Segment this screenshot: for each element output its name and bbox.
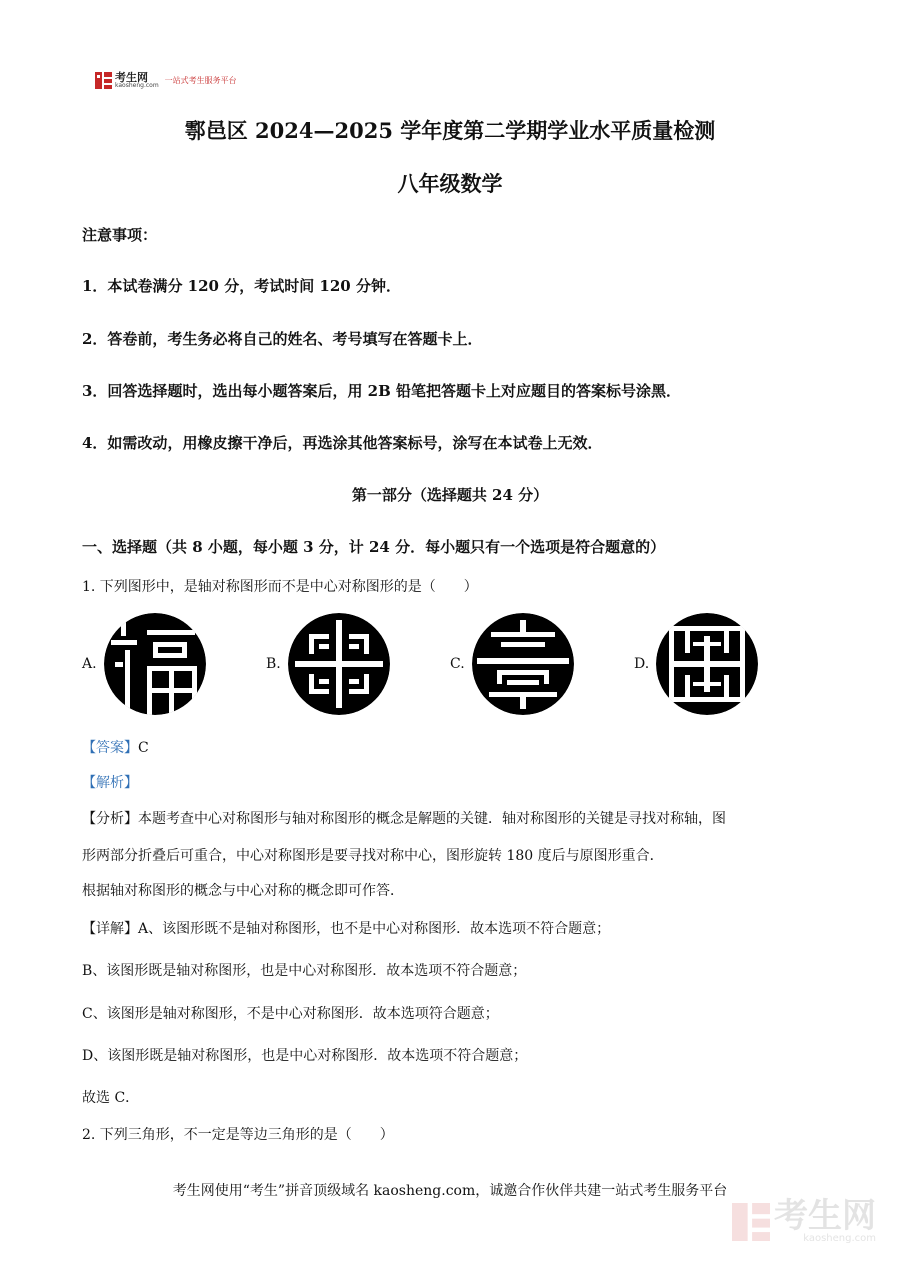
- part1-title: 第一部分（选择题共 24 分）: [351, 486, 549, 504]
- detail-c: C、该图形是轴对称图形，不是中心对称图形．故本选项符合题意；: [82, 1006, 499, 1022]
- detail-paragraph: [82, 918, 610, 938]
- q2-stem: 2. 下列三角形，不一定是等边三角形的是（ ）: [82, 1127, 394, 1143]
- detail-b: B、该图形既是轴对称图形，也是中心对称图形．故本选项不符合题意；: [82, 963, 527, 979]
- fenxi-line-2: 形两部分折叠后可重合，中心对称图形是要寻找对称中心，图形旋转 180 度后与原图形重合．: [82, 848, 664, 864]
- q1-conclusion: 故选 C．: [82, 1090, 140, 1106]
- answer-tag: 【答案】: [82, 740, 138, 756]
- answer-value: C: [138, 740, 149, 756]
- watermark-name: 考生网: [774, 1196, 876, 1236]
- watermark-logo-icon: [732, 1203, 770, 1241]
- analysis-tag: 【解析】: [82, 775, 138, 791]
- q1-option-b[interactable]: [266, 612, 391, 716]
- q1-answer: [82, 737, 149, 757]
- fenxi-line-1: 本题考查中心对称图形与轴对称图形的概念是解题的关键．轴对称图形的关键是寻找对称轴，图: [138, 811, 726, 827]
- fenxi-line-3: 根据轴对称图形的概念与中心对称的概念即可作答．: [82, 883, 404, 899]
- xi-character-emblem-icon: [655, 612, 759, 716]
- q1-option-c[interactable]: [450, 612, 575, 716]
- lu-character-emblem-icon: [287, 612, 391, 716]
- q1-option-a[interactable]: [82, 612, 207, 716]
- exam-title: 鄠邑区 2024—2025 学年度第二学期学业水平质量检测: [184, 118, 716, 143]
- fenxi-paragraph: [82, 808, 822, 828]
- detail-a: A、该图形既不是轴对称图形，也不是中心对称图形．故本选项不符合题意；: [138, 921, 611, 937]
- option-label: C.: [450, 656, 465, 672]
- note-item-4: 4．如需改动，用橡皮擦干净后，再选涂其他答案标号，涂写在本试卷上无效．: [82, 434, 603, 452]
- note-item-1: 1．本试卷满分 120 分，考试时间 120 分钟．: [82, 277, 401, 295]
- logo-slogan: 一站式考生服务平台: [164, 76, 237, 85]
- section-heading: 一、选择题（共 8 小题，每小题 3 分，计 24 分．每小题只有一个选项是符合题意的）: [82, 538, 666, 556]
- site-logo[interactable]: [95, 72, 237, 89]
- note-item-2: 2．答卷前，考生务必将自己的姓名、考号填写在答题卡上．: [82, 330, 483, 348]
- watermark: [732, 1196, 876, 1244]
- logo-domain: kaosheng.com: [115, 82, 159, 89]
- fu-character-emblem-icon: [103, 612, 207, 716]
- kaosheng-logo-icon: [95, 72, 112, 89]
- detail-d: D、该图形既是轴对称图形，也是中心对称图形．故本选项不符合题意；: [82, 1048, 528, 1064]
- option-label: A.: [82, 656, 97, 672]
- q1-stem: 1. 下列图形中，是轴对称图形而不是中心对称图形的是（ ）: [82, 579, 478, 595]
- detail-tag: 【详解】: [82, 921, 138, 937]
- logo-name: 考生网: [115, 71, 148, 84]
- q1-option-d[interactable]: [634, 612, 759, 716]
- fenxi-tag: 【分析】: [82, 811, 138, 827]
- note-item-3: 3．回答选择题时，选出每小题答案后，用 2B 铅笔把答题卡上对应题目的答案标号涂黑．: [82, 382, 682, 400]
- page-footer: 考生网使用“考生”拼音顶级域名 kaosheng.com，诚邀合作伙伴共建一站式考生服务平台: [172, 1183, 728, 1199]
- option-label: B.: [266, 656, 281, 672]
- shou-character-emblem-icon: [471, 612, 575, 716]
- exam-subtitle: 八年级数学: [397, 171, 503, 196]
- notes-heading: 注意事项：: [82, 226, 158, 244]
- option-label: D.: [634, 656, 650, 672]
- watermark-domain: kaosheng.com: [803, 1233, 876, 1244]
